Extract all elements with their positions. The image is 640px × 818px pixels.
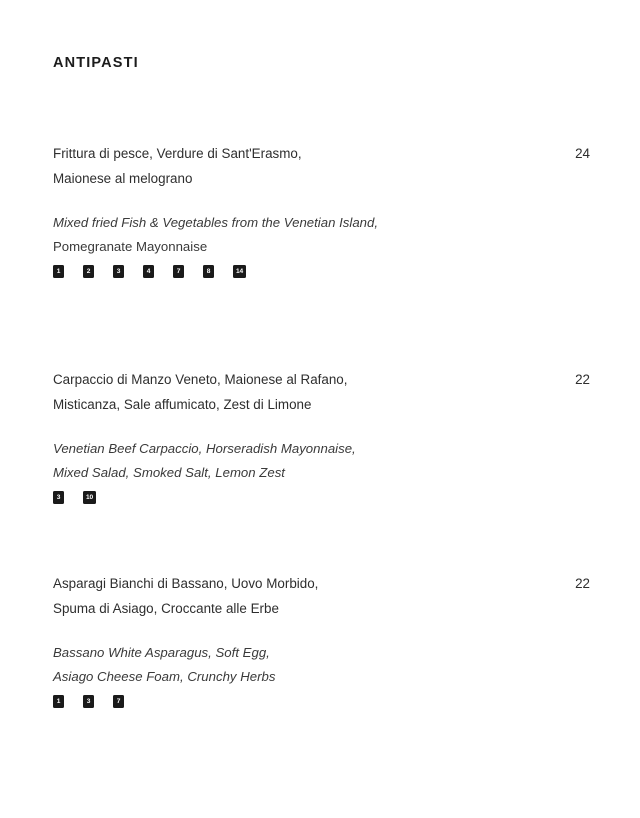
allergen-badge: 14 <box>233 265 246 278</box>
menu-item <box>53 572 590 708</box>
menu-item-description <box>53 437 590 485</box>
menu-item-description <box>53 211 590 259</box>
menu-item <box>53 142 590 278</box>
menu-item-name-line: Maionese al melograno <box>53 170 193 186</box>
menu-item-description-line: Asiago Cheese Foam, Crunchy Herbs <box>53 669 276 684</box>
menu-item-header <box>53 572 590 621</box>
allergen-badge: 10 <box>83 491 96 504</box>
menu-item <box>53 368 590 504</box>
menu-item-description-line: Pomegranate Mayonnaise <box>53 239 208 254</box>
menu-item-name-line: Carpaccio di Manzo Veneto, Maionese al Rafano, <box>53 372 348 387</box>
menu-item-header <box>53 142 590 191</box>
menu-item-description-line: Venetian Beef Carpaccio, Horseradish Mayonnaise, <box>53 441 356 456</box>
allergen-badge-list <box>53 491 590 504</box>
allergen-badge: 7 <box>173 265 184 278</box>
menu-item-description-line: Mixed Salad, Smoked Salt, Lemon Zest <box>53 465 285 480</box>
menu-item-header <box>53 368 590 417</box>
allergen-badge: 3 <box>83 695 94 708</box>
allergen-badge: 3 <box>113 265 124 278</box>
section-title-antipasti: ANTIPASTI <box>53 55 139 71</box>
menu-item-name-line: Asparagi Bianchi di Bassano, Uovo Morbido, <box>53 576 319 591</box>
allergen-badge: 1 <box>53 695 64 708</box>
allergen-badge: 1 <box>53 265 64 278</box>
menu-item-price: 22 <box>575 372 590 387</box>
menu-item-name-line: Frittura di pesce, Verdure di Sant'Erasmo, <box>53 146 302 161</box>
allergen-badge: 4 <box>143 265 154 278</box>
allergen-badge: 2 <box>83 265 94 278</box>
menu-item-description <box>53 641 590 689</box>
menu-item-price: 22 <box>575 576 590 591</box>
menu-item-price: 24 <box>575 146 590 161</box>
allergen-badge-list <box>53 695 590 708</box>
menu-item-description-line: Bassano White Asparagus, Soft Egg, <box>53 645 270 660</box>
allergen-badge-list <box>53 265 590 278</box>
menu-item-name-line: Misticanza, Sale affumicato, Zest di Limone <box>53 396 312 412</box>
allergen-badge: 7 <box>113 695 124 708</box>
menu-item-description-line: Mixed fried Fish & Vegetables from the Venetian Island, <box>53 215 379 230</box>
menu-item-name-line: Spuma di Asiago, Croccante alle Erbe <box>53 600 279 616</box>
allergen-badge: 8 <box>203 265 214 278</box>
allergen-badge: 3 <box>53 491 64 504</box>
